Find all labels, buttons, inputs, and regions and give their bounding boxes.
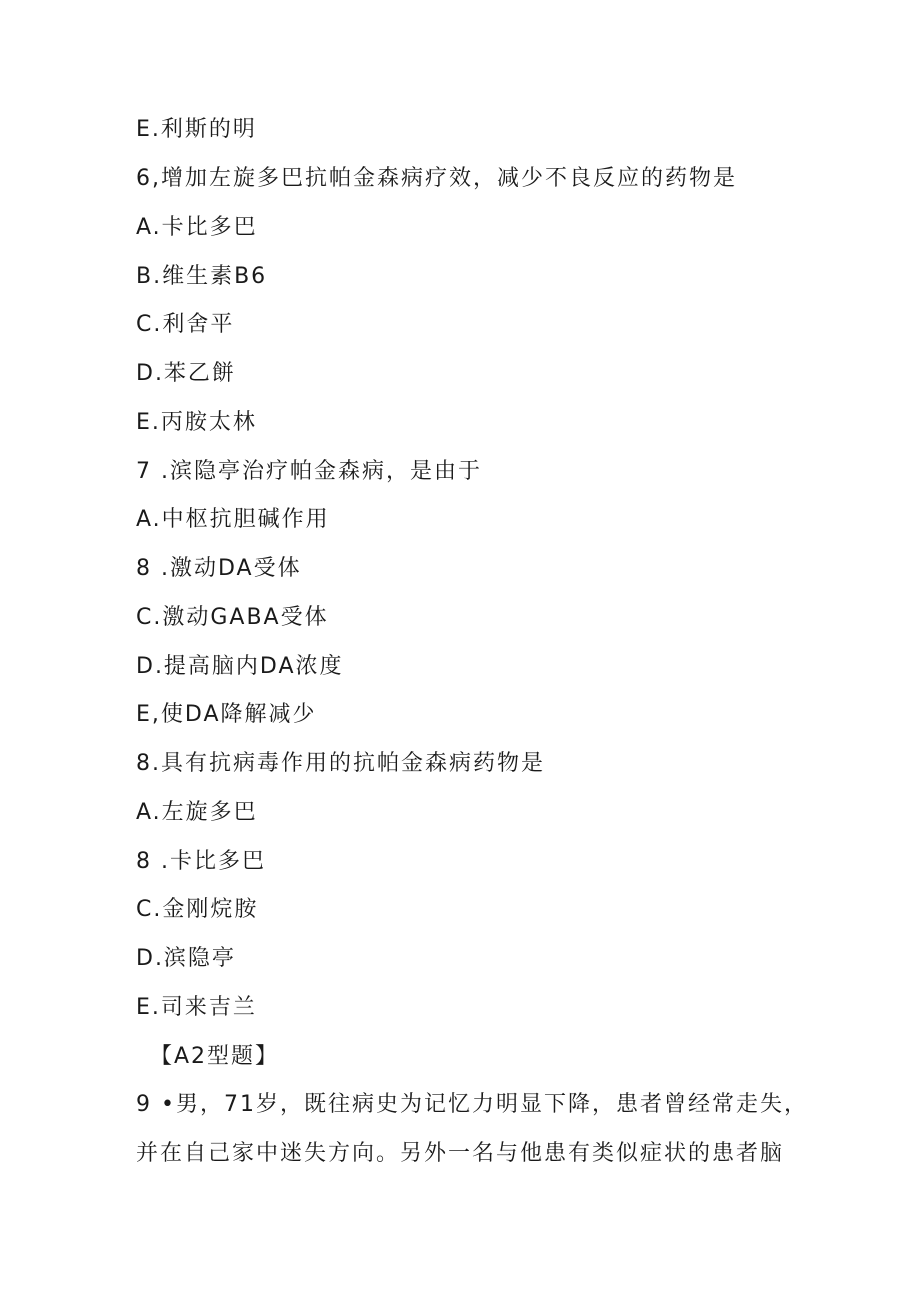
question-6: 6,增加左旋多巴抗帕金森病疗效，减少不良反应的药物是: [136, 166, 737, 191]
option-a-q6: A.卡比多巴: [136, 215, 258, 240]
section-heading-a2: 【A2型题】: [150, 1044, 280, 1069]
option-c-q8: C.金刚烷胺: [136, 897, 259, 922]
option-e-q5: E.利斯的明: [136, 117, 257, 142]
option-e-q6: E.丙胺太林: [136, 410, 257, 435]
option-c-q7: C.激动GABA受体: [136, 605, 329, 630]
option-b-q7: 8 .激动DA受体: [136, 556, 302, 581]
option-d-q7: D.提高脑内DA浓度: [136, 654, 344, 679]
option-c-q6: C.利舍平: [136, 312, 235, 337]
option-d-q8: D.滨隐亭: [136, 946, 236, 971]
option-a-q8: A.左旋多巴: [136, 800, 258, 825]
option-b-q6: B.维生素B6: [136, 264, 268, 289]
question-9-line-2: 并在自己家中迷失方向。另外一名与他患有类似症状的患者脑: [136, 1141, 785, 1166]
option-b-q8: 8 .卡比多巴: [136, 849, 266, 874]
question-7: 7 .滨隐亭治疗帕金森病，是由于: [136, 459, 482, 484]
option-a-q7: A.中枢抗胆碱作用: [136, 507, 330, 532]
question-8: 8.具有抗病毒作用的抗帕金森病药物是: [136, 751, 545, 776]
option-e-q8: E.司来吉兰: [136, 995, 257, 1020]
question-9-line-1: 9 •男，71岁，既往病史为记忆力明显下降，患者曾经常走失，: [136, 1092, 808, 1117]
option-e-q7: E,使DA降解减少: [136, 702, 317, 727]
option-d-q6: D.苯乙餅: [136, 361, 236, 386]
